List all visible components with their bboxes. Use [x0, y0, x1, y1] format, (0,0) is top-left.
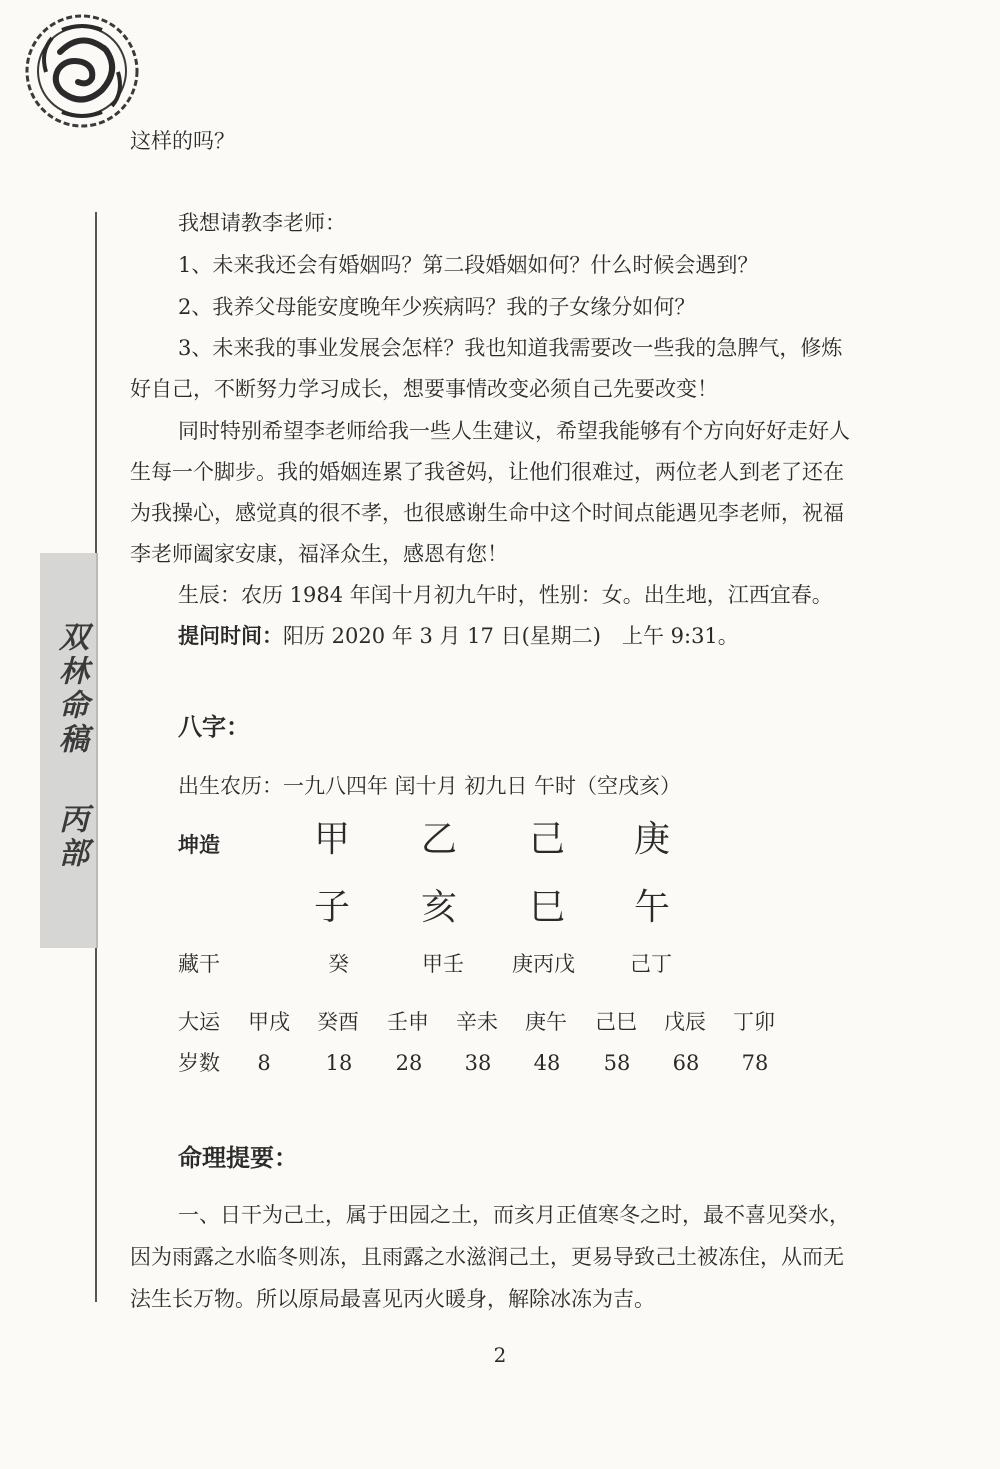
branch: 子 — [314, 887, 351, 928]
canggan: 癸 — [328, 952, 349, 976]
side-title: 双林命稿 — [53, 621, 88, 757]
age: 28 — [395, 1051, 423, 1075]
stem: 甲 — [314, 819, 351, 860]
side-section: 丙部 — [53, 803, 88, 871]
canggan: 庚丙戊 — [512, 952, 575, 976]
birth-info: 生辰：农历 1984 年闰十月初九午时，性别：女。出生地，江西宜春。 — [178, 583, 833, 607]
dayun: 庚午 — [525, 1010, 567, 1034]
bazi-heading: 八字： — [178, 713, 250, 741]
age: 58 — [603, 1051, 631, 1075]
age: 8 — [257, 1051, 271, 1075]
question-time-label: 提问时间： — [178, 623, 283, 648]
question-time-value: 阳历 2020 年 3 月 17 日(星期二) 上午 9:31。 — [283, 624, 739, 648]
dayun: 戊辰 — [664, 1010, 706, 1034]
stem: 乙 — [421, 819, 458, 860]
side-tab — [40, 553, 98, 948]
age: 18 — [325, 1051, 353, 1075]
summary-line: 一、日干为己土，属于田园之土，而亥月正值寒冬之时，最不喜见癸水， — [178, 1203, 850, 1227]
question-1: 1、未来我还会有婚姻吗？第二段婚姻如何？什么时候会遇到？ — [178, 253, 759, 277]
summary-line: 法生长万物。所以原局最喜见丙火暖身，解除冰冻为吉。 — [130, 1287, 655, 1311]
branch: 亥 — [421, 887, 458, 928]
summary-line: 因为雨露之水临冬则冻，且雨露之水滋润己土，更易导致己土被冻住，从而无 — [130, 1245, 844, 1269]
branch: 巳 — [529, 887, 566, 928]
kun-label: 坤造 — [178, 833, 220, 857]
canggan: 己丁 — [630, 952, 672, 976]
question-time — [178, 621, 739, 651]
paragraph-line: 为我操心，感觉真的很不孝，也很感谢生命中这个时间点能遇见李老师，祝福 — [130, 501, 844, 525]
paragraph-line: 生每一个脚步。我的婚姻连累了我爸妈，让他们很难过，两位老人到老了还在 — [130, 460, 844, 484]
dayun-label: 大运 — [178, 1010, 220, 1034]
canggan-label: 藏干 — [178, 952, 220, 976]
dayun: 壬申 — [387, 1010, 429, 1034]
question-3-cont: 好自己，不断努力学习成长，想要事情改变必须自己先要改变！ — [130, 377, 718, 401]
age-label: 岁数 — [178, 1051, 220, 1075]
summary-heading: 命理提要： — [178, 1144, 298, 1172]
paragraph-line: 同时特别希望李老师给我一些人生建议，希望我能够有个方向好好走好人 — [178, 419, 850, 443]
dayun: 癸酉 — [317, 1010, 359, 1034]
age: 38 — [464, 1051, 492, 1075]
dayun: 丁卯 — [733, 1010, 775, 1034]
dayun: 己巳 — [595, 1010, 637, 1034]
stem: 庚 — [634, 819, 671, 860]
age: 78 — [741, 1051, 769, 1075]
question-3: 3、未来我的事业发展会怎样？我也知道我需要改一些我的急脾气，修炼 — [178, 336, 843, 360]
branch: 午 — [634, 887, 671, 928]
stem: 己 — [529, 819, 566, 860]
text-line: 我想请教李老师： — [178, 211, 346, 235]
dragon-logo — [22, 12, 142, 130]
paragraph-line: 李老师阖家安康，福泽众生，感恩有您！ — [130, 542, 508, 566]
birth-lunar: 出生农历：一九八四年 闰十月 初九日 午时（空戌亥） — [178, 774, 682, 798]
page-number: 2 — [493, 1343, 507, 1367]
text-line: 这样的吗？ — [130, 129, 235, 153]
age: 68 — [672, 1051, 700, 1075]
question-2: 2、我养父母能安度晚年少疾病吗？我的子女缘分如何？ — [178, 295, 696, 319]
canggan: 甲壬 — [422, 952, 464, 976]
age: 48 — [533, 1051, 561, 1075]
dayun: 辛未 — [456, 1010, 498, 1034]
dayun: 甲戌 — [248, 1010, 290, 1034]
